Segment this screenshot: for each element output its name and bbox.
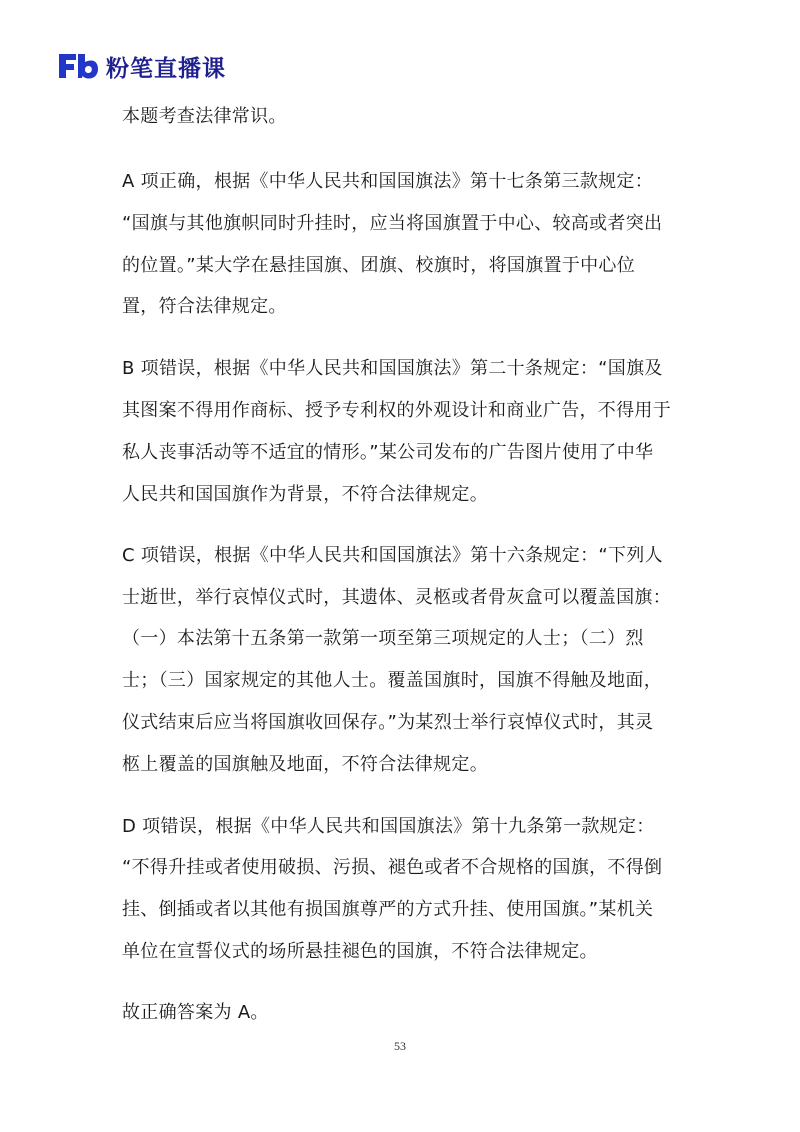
option-a-line-2: “国旗与其他旗帜同时升挂时，应当将国旗置于中心、较高或者突出 (122, 213, 663, 234)
option-b-line-2: 其图案不得用作商标、授予专利权的外观设计和商业广告，不得用于 (122, 400, 671, 421)
brand-name: 粉笔直播课 (106, 55, 226, 82)
option-b-line-3: 私人丧事活动等不适宜的情形。”某公司发布的广告图片使用了中华 (122, 442, 654, 463)
brand-header (56, 50, 226, 82)
conclusion-text: 故正确答案为 A。 (122, 1002, 269, 1023)
option-a-line-3: 的位置。”某大学在悬挂国旗、团旗、校旗时，将国旗置于中心位 (122, 255, 636, 276)
option-b-line-4: 人民共和国国旗作为背景，不符合法律规定。 (122, 484, 488, 505)
option-d-line-1: D 项错误，根据《中华人民共和国国旗法》第十九条第一款规定： (122, 816, 655, 837)
option-c-line-5: 仪式结束后应当将国旗收回保存。”为某烈士举行哀悼仪式时，其灵 (122, 712, 654, 733)
option-d-line-2: “不得升挂或者使用破损、污损、褪色或者不合规格的国旗，不得倒 (122, 857, 663, 878)
option-a-line-1: A 项正确，根据《中华人民共和国国旗法》第十七条第三款规定： (122, 171, 654, 192)
option-c-line-6: 柩上覆盖的国旗触及地面，不符合法律规定。 (122, 754, 488, 775)
option-c-line-3: （一）本法第十五条第一款第一项至第三项规定的人士；（二）烈 (122, 628, 644, 649)
fb-logo-icon (56, 50, 100, 82)
page-number: 53 (394, 1039, 406, 1053)
option-d-line-3: 挂、倒插或者以其他有损国旗尊严的方式升挂、使用国旗。”某机关 (122, 899, 654, 920)
option-c-line-4: 士；（三）国家规定的其他人士。覆盖国旗时，国旗不得触及地面， (122, 670, 662, 691)
option-c-line-2: 士逝世，举行哀悼仪式时，其遗体、灵柩或者骨灰盒可以覆盖国旗： (122, 587, 671, 608)
option-b-line-1: B 项错误，根据《中华人民共和国国旗法》第二十条规定：“国旗及 (122, 358, 663, 379)
option-d-line-4: 单位在宣誓仪式的场所悬挂褪色的国旗，不符合法律规定。 (122, 941, 598, 962)
option-a-line-4: 置，符合法律规定。 (122, 296, 287, 317)
option-c-line-1: C 项错误，根据《中华人民共和国国旗法》第十六条规定：“下列人 (122, 545, 663, 566)
intro-text: 本题考查法律常识。 (122, 106, 287, 127)
